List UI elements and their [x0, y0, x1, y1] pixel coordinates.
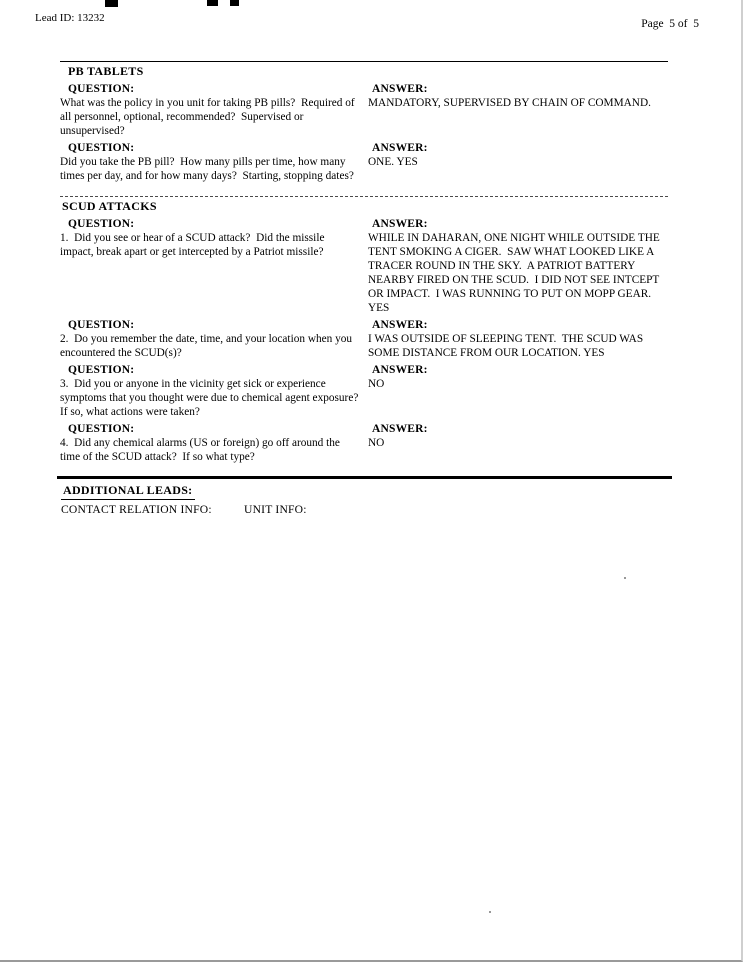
- answer-column: [368, 217, 668, 315]
- answer-column: [368, 318, 668, 360]
- qa-pair: [60, 318, 668, 360]
- lead-id-text: Lead ID: 13232: [35, 12, 105, 24]
- question-column: [60, 82, 359, 138]
- section-scud-attacks: [60, 196, 668, 464]
- question-column: [60, 422, 359, 464]
- question-label: QUESTION:: [68, 218, 135, 230]
- answer-text: ONE. YES: [368, 156, 418, 168]
- answer-text: NO: [368, 378, 385, 390]
- question-text: Did you take the PB pill? How many pills per time, how many times per day, and for how many days? Starting, stopping dates?: [60, 156, 354, 182]
- answer-column: [368, 141, 668, 183]
- section-pb-tablets: [60, 61, 668, 183]
- answer-label: ANSWER:: [372, 142, 428, 154]
- question-text: 4. Did any chemical alarms (US or foreign) go off around the time of the SCUD attack? If so what type?: [60, 437, 343, 463]
- scan-artifact-mark: [105, 0, 118, 7]
- answer-label: ANSWER:: [372, 423, 428, 435]
- footer-info-row: [61, 502, 668, 517]
- scan-artifact-dot: [489, 911, 491, 913]
- scan-artifact-mark: [207, 0, 218, 6]
- additional-leads-section: [60, 476, 668, 517]
- answer-label: ANSWER:: [372, 364, 428, 376]
- section-divider-line: [60, 61, 668, 62]
- unit-info-label: UNIT INFO:: [244, 503, 307, 516]
- qa-pair: [60, 422, 668, 464]
- question-text: 2. Do you remember the date, time, and your location when you encountered the SCUD(s)?: [60, 333, 355, 359]
- scan-artifact-dot: [624, 577, 626, 579]
- answer-column: [368, 422, 668, 464]
- answer-text: NO: [368, 437, 385, 449]
- additional-leads-heading: ADDITIONAL LEADS:: [61, 483, 195, 500]
- answer-text: MANDATORY, SUPERVISED BY CHAIN OF COMMAND.: [368, 97, 651, 109]
- answer-label: ANSWER:: [372, 218, 428, 230]
- question-label: QUESTION:: [68, 319, 135, 331]
- section-title-scud-attacks: SCUD ATTACKS: [62, 199, 157, 213]
- question-label: QUESTION:: [68, 83, 135, 95]
- question-label: QUESTION:: [68, 142, 135, 154]
- question-column: [60, 141, 359, 183]
- answer-label: ANSWER:: [372, 83, 428, 95]
- question-label: QUESTION:: [68, 364, 135, 376]
- qa-pair: [60, 363, 668, 419]
- answer-column: [368, 363, 668, 419]
- qa-pair: [60, 141, 668, 183]
- question-text: 3. Did you or anyone in the vicinity get sick or experience symptoms that you thought were due to chemical agent exposure? If so, what actions were taken?: [60, 378, 365, 418]
- question-column: [60, 217, 359, 315]
- section-divider-line: [60, 196, 668, 197]
- question-text: 1. Did you see or hear of a SCUD attack? Did the missile impact, break apart or get intercepted by a Patriot missile?: [60, 232, 328, 258]
- page-number-text: Page 5 of 5: [641, 18, 699, 30]
- answer-text: I WAS OUTSIDE OF SLEEPING TENT. THE SCUD WAS SOME DISTANCE FROM OUR LOCATION. YES: [368, 333, 646, 359]
- answer-label: ANSWER:: [372, 319, 428, 331]
- scan-artifact-mark: [230, 0, 239, 6]
- answer-text: WHILE IN DAHARAN, ONE NIGHT WHILE OUTSIDE THE TENT SMOKING A CIGER. SAW WHAT LOOKED LIKE A TRACER ROUND IN THE SKY. A PATRIOT BATTERY NEARBY FIRED ON THE SCUD. I DID NOT SEE INTCEPT OR IMPACT. I WAS RUNNING TO PUT ON MOPP GEAR. YES: [368, 232, 663, 314]
- question-label: QUESTION:: [68, 423, 135, 435]
- question-column: [60, 318, 359, 360]
- qa-pair: [60, 217, 668, 315]
- answer-column: [368, 82, 668, 138]
- section-title-pb-tablets: PB TABLETS: [68, 64, 144, 78]
- contact-relation-info-label: CONTACT RELATION INFO:: [61, 503, 212, 516]
- footer-divider-line: [57, 476, 672, 479]
- question-column: [60, 363, 365, 419]
- document-body: [60, 61, 668, 517]
- qa-pair: [60, 82, 668, 138]
- question-text: What was the policy in you unit for taking PB pills? Required of all personnel, optional, recommended? Supervised or unsupervised?: [60, 97, 358, 137]
